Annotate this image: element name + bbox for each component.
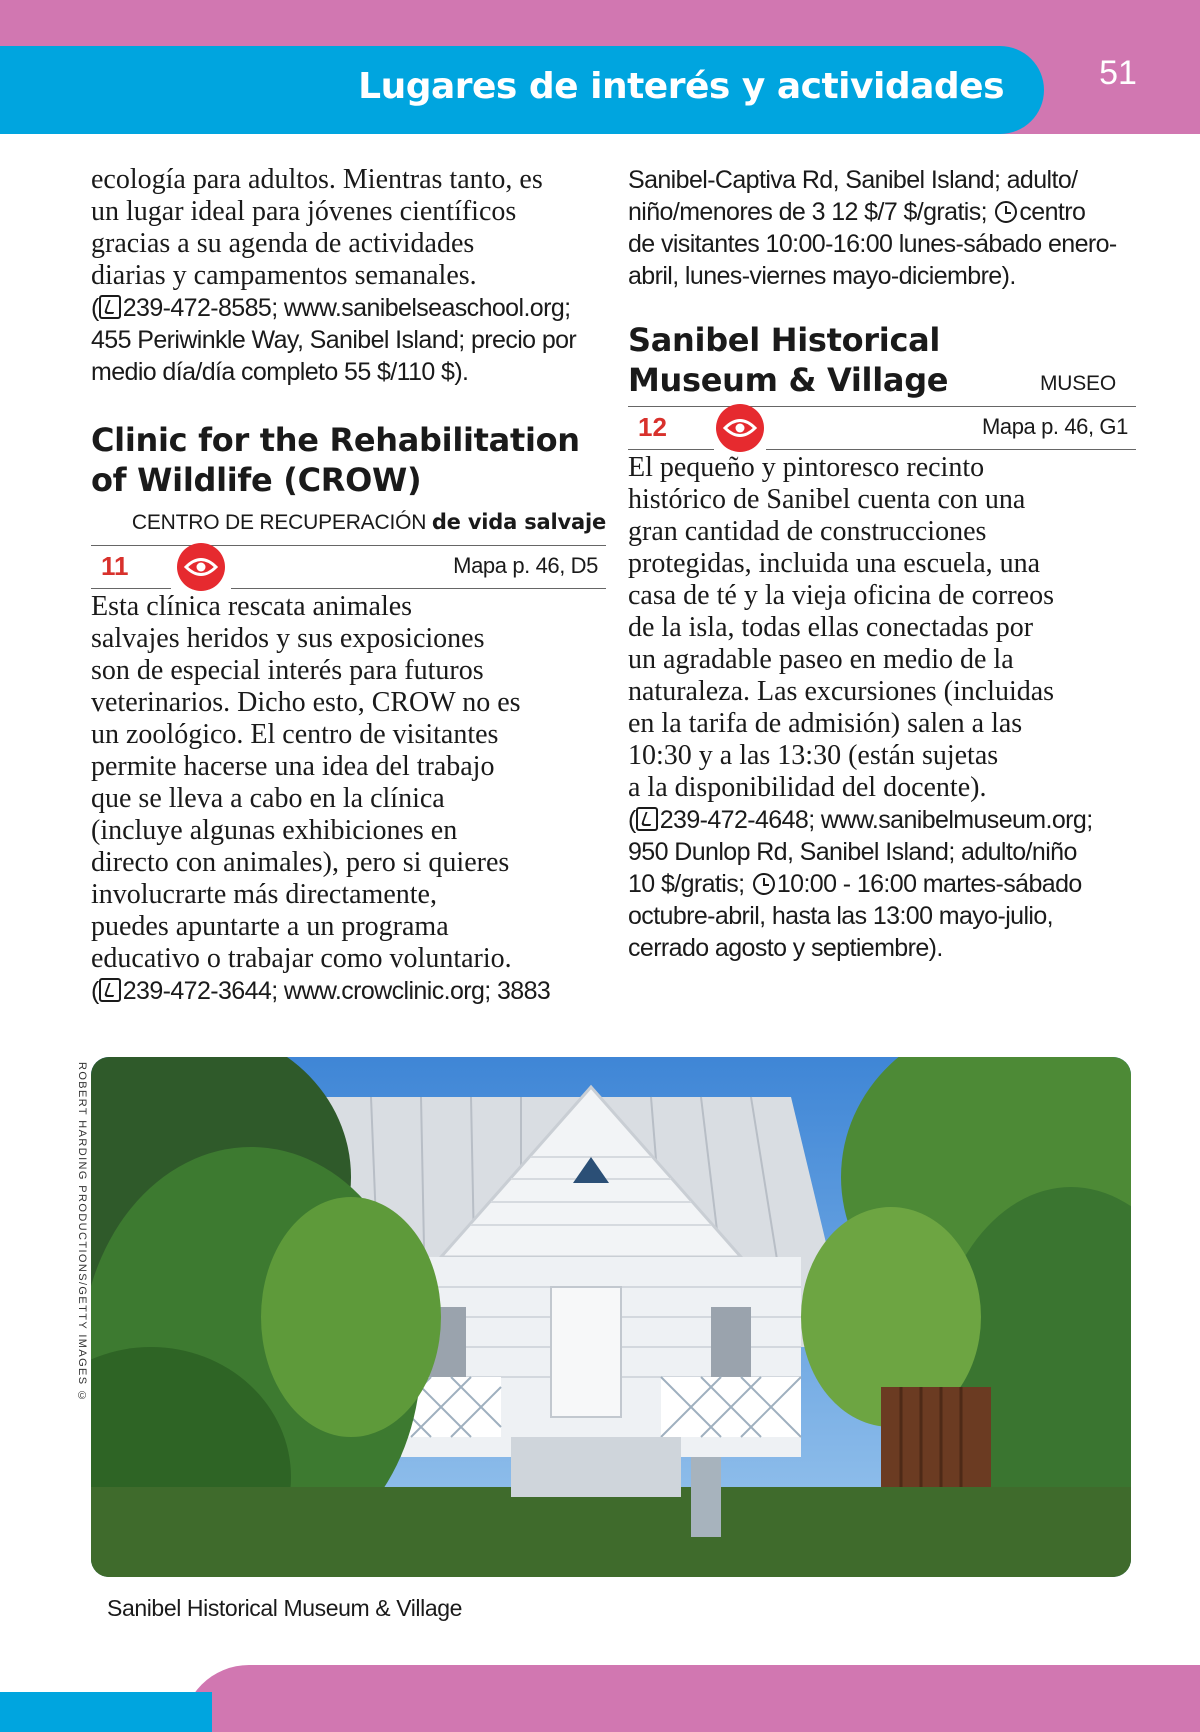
museum-photo xyxy=(91,1057,1131,1577)
info-line: Sanibel-Captiva Rd, Sanibel Island; adulto/ xyxy=(628,166,1078,194)
info-text: niño/menores de 3 12 $/7 $/gratis; xyxy=(628,198,988,226)
text-line: en la tarifa de admisión) salen a las xyxy=(628,708,1023,739)
museum-title-line: Sanibel Historical xyxy=(628,321,941,359)
text-line: puedes apuntarte a un programa xyxy=(91,911,449,942)
info-line: 950 Dunlop Rd, Sanibel Island; adulto/niño xyxy=(628,838,1077,866)
text-line: casa de té y la vieja oficina de correos xyxy=(628,580,1055,611)
text-line: directo con animales), pero si quieres xyxy=(91,847,510,878)
museum-phone-text: 239-472-4648; www.sanibelmuseum.org; xyxy=(659,806,1093,834)
info-text: centro xyxy=(1019,198,1086,226)
info-line: de visitantes 10:00-16:00 lunes-sábado enero- xyxy=(628,230,1117,258)
text-line: educativo o trabajar como voluntario. xyxy=(91,943,512,974)
text-line: El pequeño y pintoresco recinto xyxy=(628,452,985,483)
info-line: medio día/día completo 55 $/110 $). xyxy=(91,358,469,386)
text-line: a la disponibilidad del docente). xyxy=(628,772,987,803)
photo-credit: ROBERT HARDING PRODUCTIONS/GETTY IMAGES © xyxy=(76,1062,88,1404)
page-number: 51 xyxy=(1099,54,1137,92)
text-line: salvajes heridos y sus exposiciones xyxy=(91,623,485,654)
info-line: abril, lunes-viernes mayo-diciembre). xyxy=(628,262,1016,290)
text-line: un zoológico. El centro de visitantes xyxy=(91,719,499,750)
museum-number: 12 xyxy=(638,412,667,442)
text-line: diarias y campamentos semanales. xyxy=(91,260,477,291)
bottom-band-blue xyxy=(0,1692,212,1732)
text-line: ecología para adultos. Mientras tanto, es xyxy=(91,164,543,195)
museum-category: MUSEO xyxy=(1039,372,1116,395)
photo-caption: Sanibel Historical Museum & Village xyxy=(107,1595,463,1621)
crow-body xyxy=(91,591,606,975)
crow-phone-text: 239-472-3644; www.crowclinic.org; 3883 xyxy=(122,977,551,1005)
museum-marker xyxy=(628,406,1136,450)
info-line: 455 Periwinkle Way, Sanibel Island; precio por xyxy=(91,326,577,354)
crow-number: 11 xyxy=(101,551,129,581)
phone-icon xyxy=(636,807,658,831)
museum-title-line: Museum & Village xyxy=(628,361,949,399)
text-line: gracias a su agenda de actividades xyxy=(91,228,475,259)
crow-marker xyxy=(91,545,606,589)
eye-icon xyxy=(177,543,225,591)
right-column xyxy=(628,164,1136,964)
museum-body xyxy=(628,452,1136,804)
house-illustration xyxy=(91,1057,1131,1577)
museum-title-row xyxy=(628,360,1136,400)
crow-category xyxy=(91,508,606,537)
text-line: naturaleza. Las excursiones (incluidas xyxy=(628,676,1055,707)
info-line: octubre-abril, hasta las 13:00 mayo-julio, xyxy=(628,902,1054,930)
section-title: Lugares de interés y actividades xyxy=(358,66,1004,107)
intro-phone-text: 239-472-8585; www.sanibelseaschool.org; xyxy=(122,294,571,322)
text-line: protegidas, incluida una escuela, una xyxy=(628,548,1041,579)
text-line: gran cantidad de construcciones xyxy=(628,516,987,547)
intro-paragraph xyxy=(91,164,606,292)
info-line xyxy=(628,196,1136,228)
text-line: (incluye algunas exhibiciones en xyxy=(91,815,458,846)
phone-icon xyxy=(99,295,121,319)
info-line: ( 239-472-8585; www.sanibelseaschool.org; xyxy=(91,294,571,322)
museum-info xyxy=(628,804,1136,964)
bottom-band-pink xyxy=(182,1665,1200,1732)
crow-category-prefix: CENTRO DE RECUPERACIÓN xyxy=(131,511,427,534)
crow-title-line: Clinic for the Rehabilitation xyxy=(91,421,580,459)
eye-icon xyxy=(716,404,764,452)
museum-map-ref: Mapa p. 46, G1 xyxy=(981,414,1128,439)
info-text: 10:00 - 16:00 martes-sábado xyxy=(776,870,1082,898)
crow-category-bold: de vida salvaje xyxy=(431,510,606,534)
text-line: un agradable paseo en medio de la xyxy=(628,644,1014,675)
crow-map-ref: Mapa p. 46, D5 xyxy=(453,553,598,578)
info-text: 10 $/gratis; xyxy=(628,870,745,898)
left-column xyxy=(91,164,606,1007)
intro-info xyxy=(91,292,606,388)
text-line: veterinarios. Dicho esto, CROW no es xyxy=(91,687,521,718)
text-line: Esta clínica rescata animales xyxy=(91,591,413,622)
text-line: un lugar ideal para jóvenes científicos xyxy=(91,196,517,227)
text-line: 10:30 y a las 13:30 (están sujetas xyxy=(628,740,999,771)
crow-info-continued xyxy=(628,164,1136,292)
phone-icon xyxy=(99,978,121,1002)
text-line: de la isla, todas ellas conectadas por xyxy=(628,612,1034,643)
text-line: son de especial interés para futuros xyxy=(91,655,484,686)
section-header-bar xyxy=(0,46,1044,134)
clock-icon xyxy=(995,201,1017,223)
info-line: cerrado agosto y septiembre). xyxy=(628,934,943,962)
clock-icon xyxy=(753,873,775,895)
text-line: involucrarte más directamente, xyxy=(91,879,437,910)
text-line: histórico de Sanibel cuenta con una xyxy=(628,484,1026,515)
info-line xyxy=(628,868,1136,900)
text-line: permite hacerse una idea del trabajo xyxy=(91,751,495,782)
text-line: que se lleva a cabo en la clínica xyxy=(91,783,445,814)
info-line: ( 239-472-4648; www.sanibelmuseum.org; xyxy=(628,806,1093,834)
crow-title-line: of Wildlife (CROW) xyxy=(91,461,422,499)
crow-info-line: ( 239-472-3644; www.crowclinic.org; 3883 xyxy=(91,977,551,1005)
